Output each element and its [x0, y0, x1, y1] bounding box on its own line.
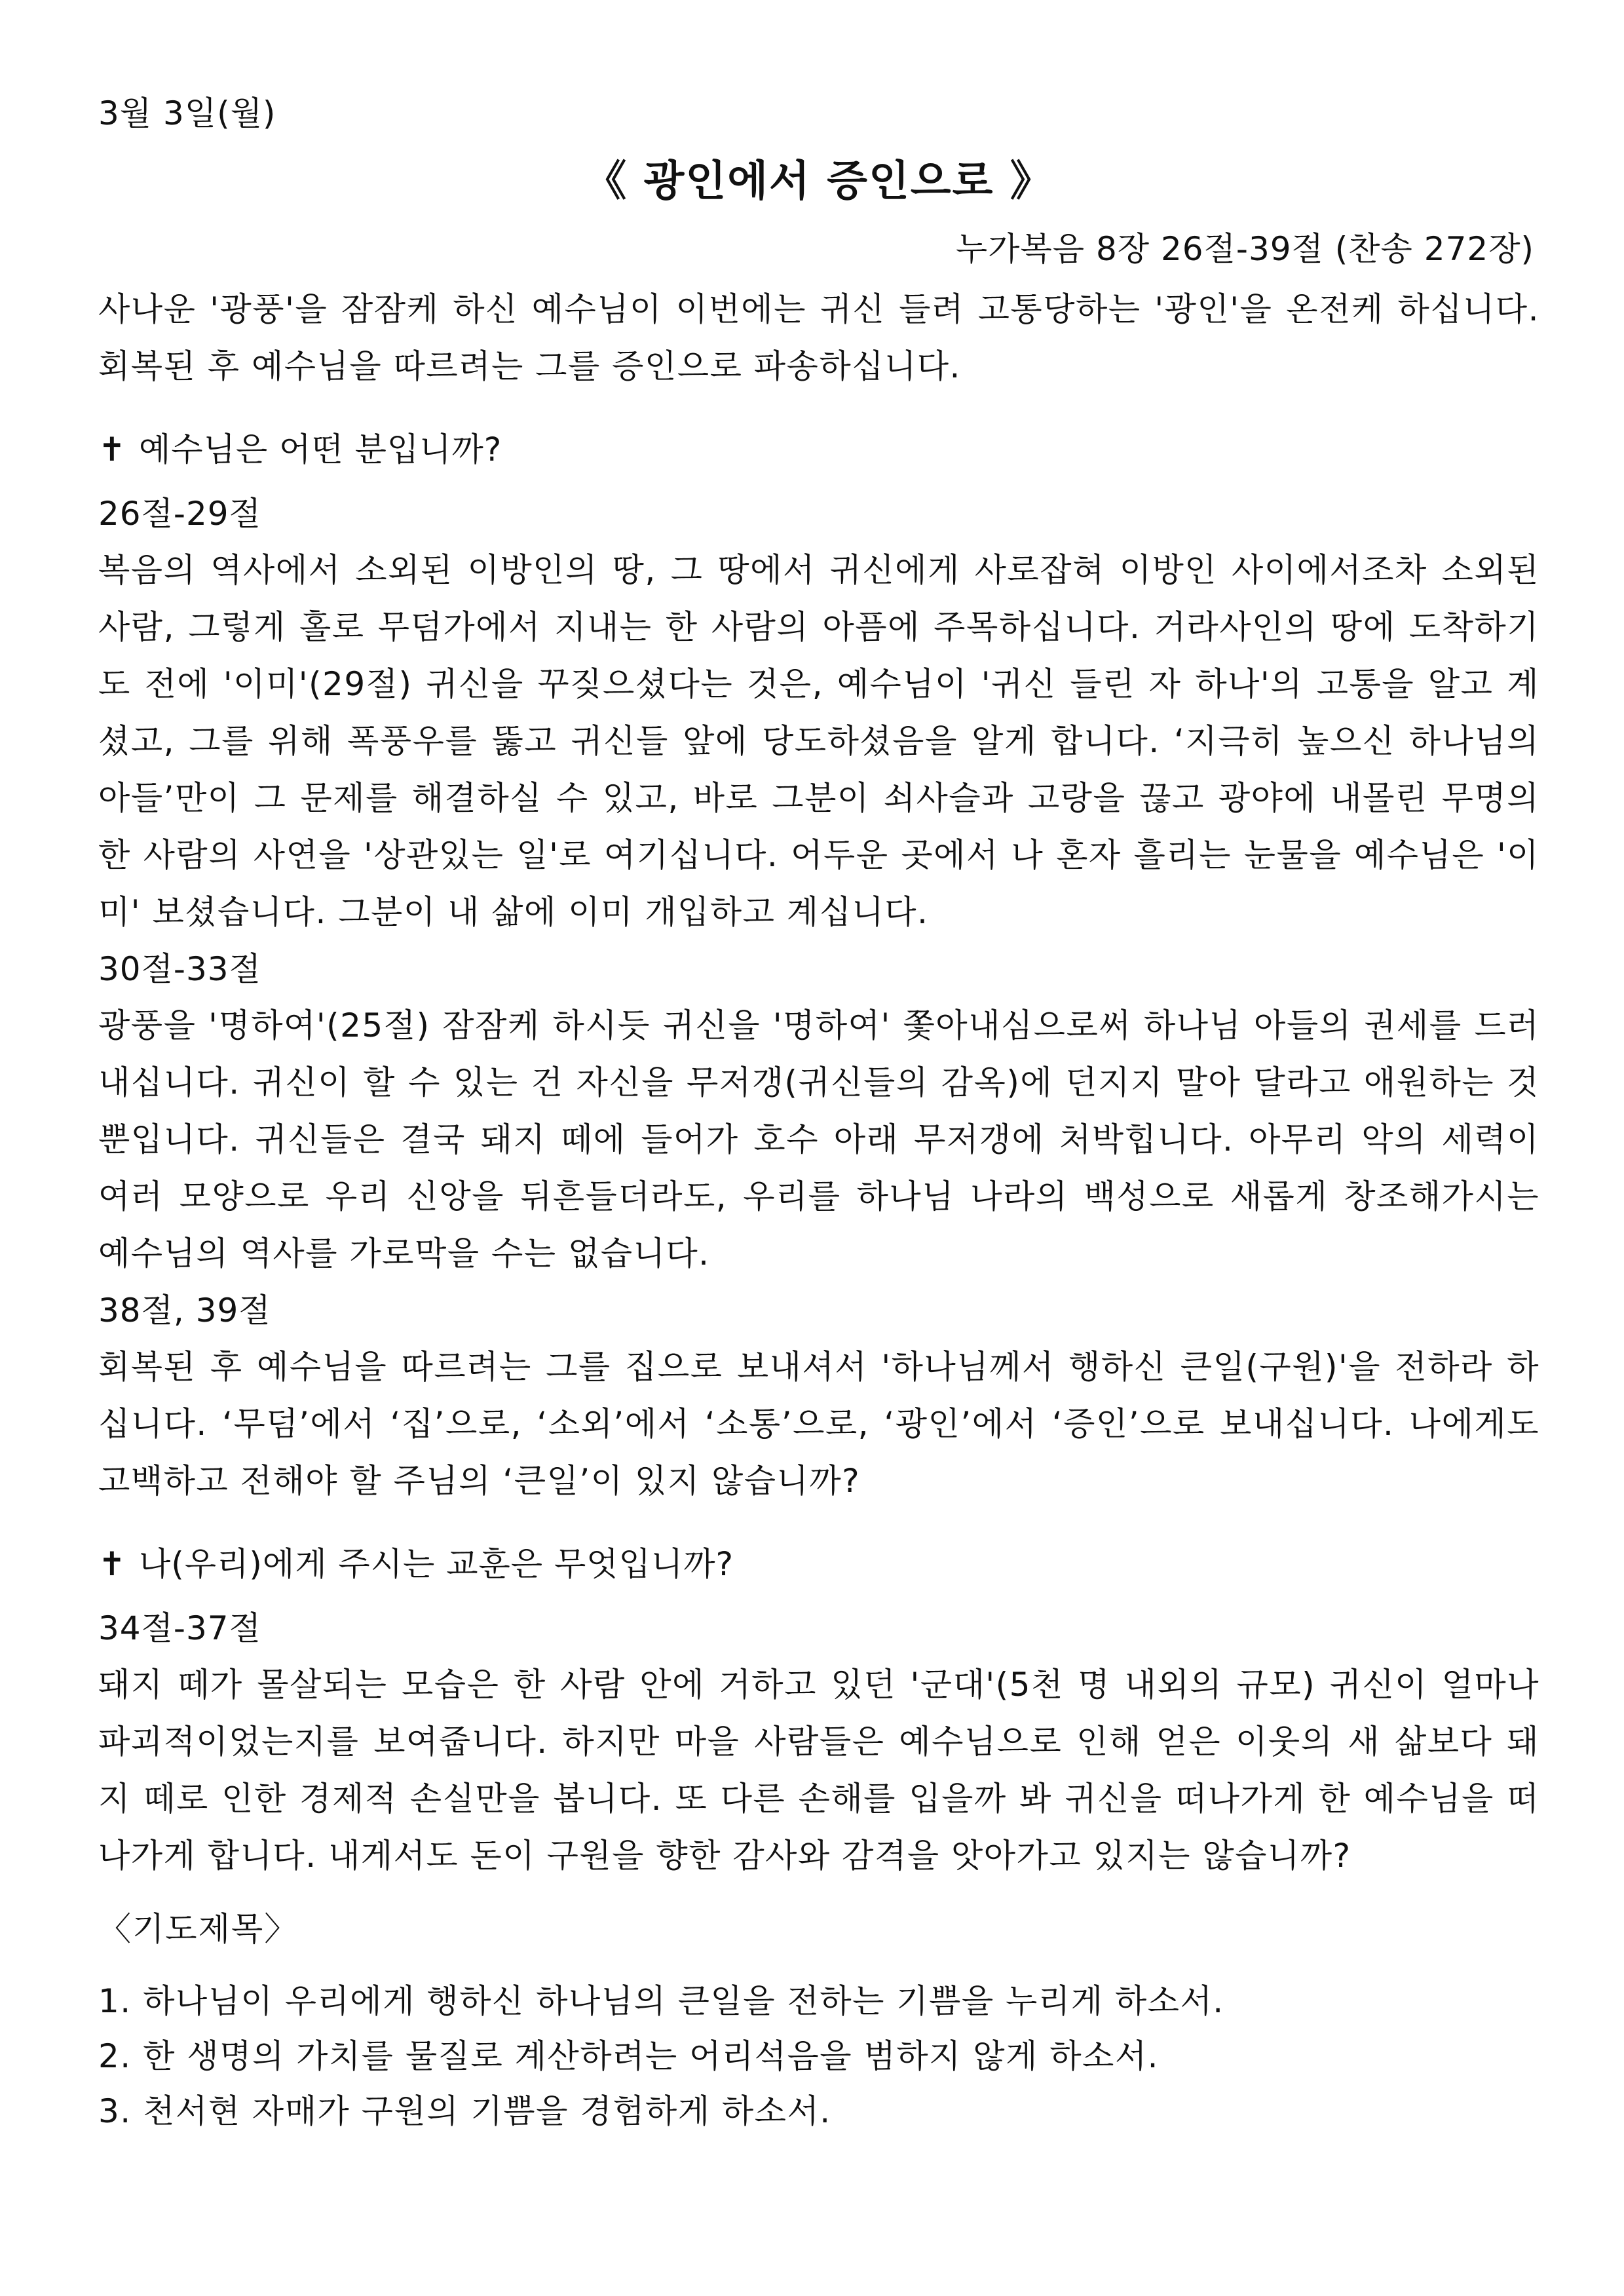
section-heading-lesson	[98, 1535, 1539, 1594]
prayer-item: 3. 천서현 자매가 구원의 기쁨을 경험하게 하소서.	[98, 2092, 831, 2130]
cross-icon: ✝	[98, 1545, 126, 1583]
scripture-reference: 누가복음 8장 26절-39절 (찬송 272장)	[955, 230, 1534, 268]
prayer-list	[98, 1974, 1539, 2139]
body-paragraph: 회복된 후 예수님을 따르려는 그를 집으로 보내셔서 '하나님께서 행하신 큰일(구원)'을 전하라 하십니다. ‘무덤’에서 ‘집’으로, ‘소외’에서 ‘소통’으로, ‘광인’에서 ‘증인’으로 보내십니다. 나에게도 고백하고 전해야 할 주님의 ‘큰일’이 있지 않습니까?	[98, 1348, 1539, 1500]
verse-label: 26절-29절	[98, 495, 261, 533]
page-title: 《 광인에서 증인으로 》	[584, 157, 1053, 206]
verse-label: 38절, 39절	[98, 1292, 271, 1330]
prayer-item: 1. 하나님이 우리에게 행하신 하나님의 큰일을 전하는 기쁨을 누리게 하소서.	[98, 1982, 1224, 2020]
section-heading-who-is-jesus	[98, 420, 1539, 479]
verse-label: 30절-33절	[98, 950, 261, 988]
section-heading-text: 나(우리)에게 주시는 교훈은 무엇입니까?	[139, 1545, 734, 1583]
date-label: 3월 3일(월)	[98, 94, 276, 132]
prayer-title: 〈기도제목〉	[98, 1910, 299, 1948]
body-paragraph: 복음의 역사에서 소외된 이방인의 땅, 그 땅에서 귀신에게 사로잡혀 이방인 사이에서조차 소외된 사람, 그렇게 홀로 무덤가에서 지내는 한 사람의 아픔에 주목하십니다. 거라사인의 땅에 도착하기도 전에 '이미'(29절) 귀신을 꾸짖으셨다는 것은, 예수님이 '귀신 들린 자 하나'의 고통을 알고 계셨고, 그를 위해 폭풍우를 뚫고 귀신들 앞에 당도하셨음을 알게 합니다. ‘지극히 높으신 하나님의 아들’만이 그 문제를 해결하실 수 있고, 바로 그분이 쇠사슬과 고랑을 끊고 광야에 내몰린 무명의 한 사람의 사연을 '상관있는 일'로 여기십니다. 어두운 곳에서 나 혼자 흘리는 눈물을 예수님은 '이미' 보셨습니다. 그분이 내 삶에 이미 개입하고 계십니다.	[98, 551, 1539, 931]
section-heading-text: 예수님은 어떤 분입니까?	[139, 430, 502, 469]
verse-label: 34절-37절	[98, 1609, 261, 1647]
body-paragraph: 광풍을 '명하여'(25절) 잠잠케 하시듯 귀신을 '명하여' 쫓아내심으로써 하나님 아들의 권세를 드러내십니다. 귀신이 할 수 있는 건 자신을 무저갱(귀신들의 감옥)에 던지지 말아 달라고 애원하는 것뿐입니다. 귀신들은 결국 돼지 떼에 들어가 호수 아래 무저갱에 처박힙니다. 아무리 악의 세력이 여러 모양으로 우리 신앙을 뒤흔들더라도, 우리를 하나님 나라의 백성으로 새롭게 창조해가시는 예수님의 역사를 가로막을 수는 없습니다.	[98, 1006, 1539, 1272]
prayer-item: 2. 한 생명의 가치를 물질로 계산하려는 어리석음을 범하지 않게 하소서.	[98, 2037, 1160, 2075]
body-paragraph: 돼지 떼가 몰살되는 모습은 한 사람 안에 거하고 있던 '군대'(5천 명 내외의 규모) 귀신이 얼마나 파괴적이었는지를 보여줍니다. 하지만 마을 사람들은 예수님으로 인해 얻은 이웃의 새 삶보다 돼지 떼로 인한 경제적 손실만을 봅니다. 또 다른 손해를 입을까 봐 귀신을 떠나가게 한 예수님을 떠나가게 합니다. 내게서도 돈이 구원을 향한 감사와 감격을 앗아가고 있지는 않습니까?	[98, 1666, 1539, 1875]
devotional-page	[98, 85, 1539, 2139]
intro-paragraph: 사나운 '광풍'을 잠잠케 하신 예수님이 이번에는 귀신 들려 고통당하는 '광인'을 온전케 하십니다. 회복된 후 예수님을 따르려는 그를 증인으로 파송하십니다.	[98, 290, 1539, 385]
cross-icon: ✝	[98, 430, 126, 469]
